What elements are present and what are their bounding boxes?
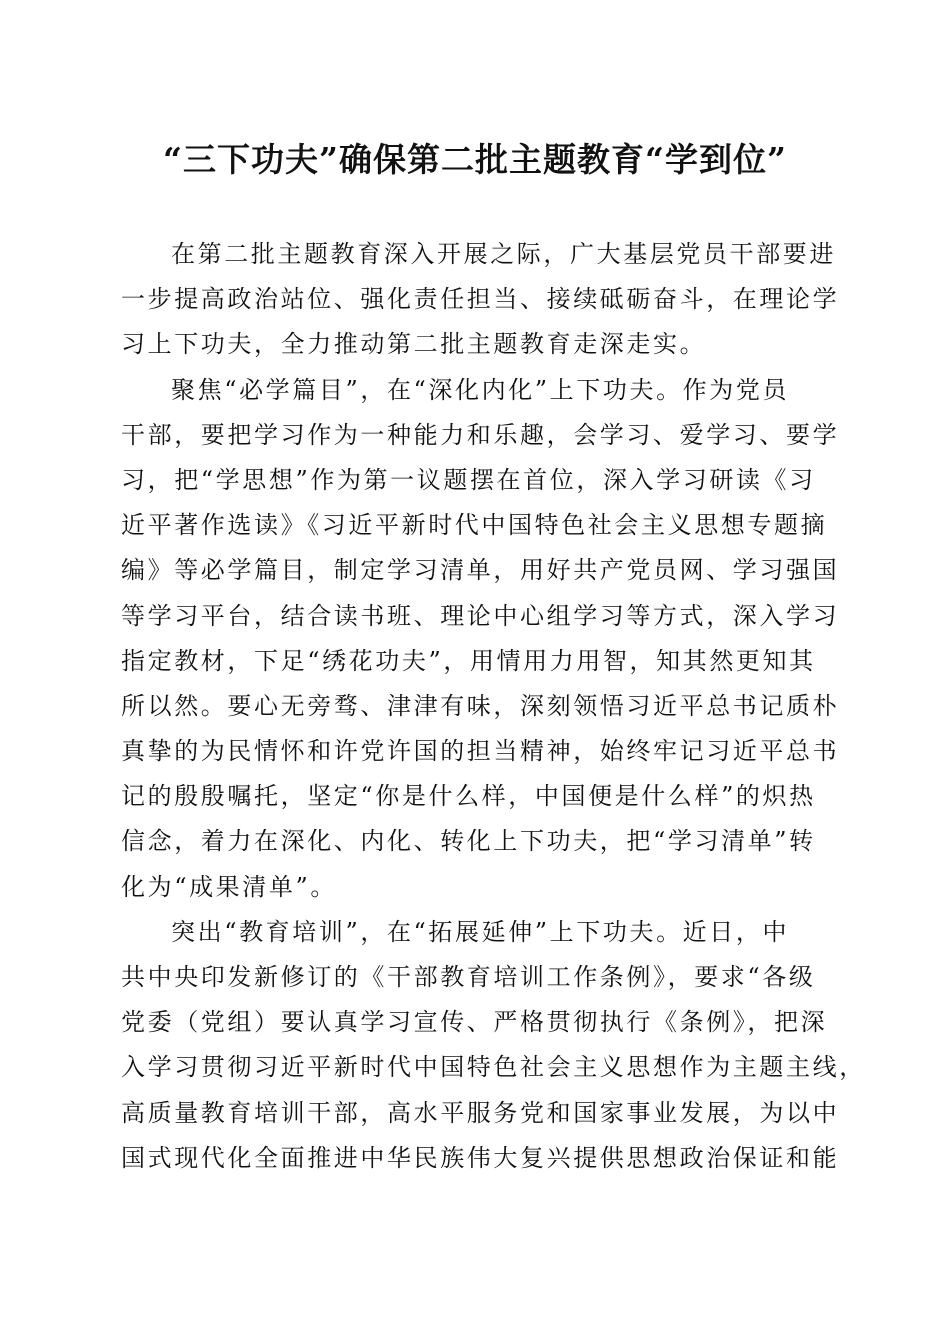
paragraph-3-line-3: 党委（党组）要认真学习宣传、严格贯彻执行《条例》，把深 xyxy=(121,1008,828,1037)
paragraph-2-line-10: 记的殷殷嘱托，坚定“你是什么样，中国便是什么样”的炽热 xyxy=(121,782,816,811)
paragraph-1-line-3: 习上下功夫，全力推动第二批主题教育走深走实。 xyxy=(121,330,707,359)
paragraph-2-line-7: 指定教材，下足“绣花功夫”，用情用力用智，知其然更知其 xyxy=(121,646,816,675)
paragraph-2-line-9: 真挚的为民情怀和许党许国的担当精神，始终牢记习近平总书 xyxy=(121,737,840,766)
paragraph-3-line-5: 高质量教育培训干部，高水平服务党和国家事业发展，为以中 xyxy=(121,1098,840,1127)
paragraph-2-line-4: 近平著作选读》《习近平新时代中国特色社会主义思想专题摘 xyxy=(121,511,828,540)
paragraph-3-line-1: 突出“教育培训”，在“拓展延伸”上下功夫。近日，中 xyxy=(171,917,790,946)
paragraph-2-line-6: 等学习平台，结合读书班、理论中心组学习等方式，深入学习 xyxy=(121,601,840,630)
document-title: “三下功夫”确保第二批主题教育“学到位” xyxy=(163,140,787,179)
paragraph-2-line-8: 所以然。要心无旁骛、津津有味，深刻领悟习近平总书记质朴 xyxy=(121,691,840,720)
paragraph-1-line-1: 在第二批主题教育深入开展之际，广大基层党员干部要进 xyxy=(171,240,836,268)
paragraph-2-line-12: 化为“成果清单”。 xyxy=(121,872,337,901)
paragraph-2-line-3: 习，把“学思想”作为第一议题摆在首位，深入学习研读《习 xyxy=(121,465,816,494)
paragraph-2-line-1: 聚焦“必学篇目”，在“深化内化”上下功夫。作为党员 xyxy=(171,375,790,404)
paragraph-1-line-2: 一步提高政治站位、强化责任担当、接续砥砺奋斗，在理论学 xyxy=(121,285,840,314)
document-body xyxy=(121,232,866,1181)
paragraph-3-line-4: 入学习贯彻习近平新时代中国特色社会主义思想作为主题主线， xyxy=(121,1053,866,1082)
paragraph-3-line-2: 共中央印发新修订的《干部教育培训工作条例》，要求“各级 xyxy=(121,963,816,991)
paragraph-2-line-5: 编》等必学篇目，制定学习清单，用好共产党员网、学习强国 xyxy=(121,556,840,585)
paragraph-2-line-2: 干部，要把学习作为一种能力和乐趣，会学习、爱学习、要学 xyxy=(121,420,840,449)
paragraph-3-line-6: 国式现代化全面推进中华民族伟大复兴提供思想政治保证和能 xyxy=(121,1143,840,1172)
paragraph-2-line-11: 信念，着力在深化、内化、转化上下功夫，把“学习清单”转 xyxy=(121,827,816,856)
